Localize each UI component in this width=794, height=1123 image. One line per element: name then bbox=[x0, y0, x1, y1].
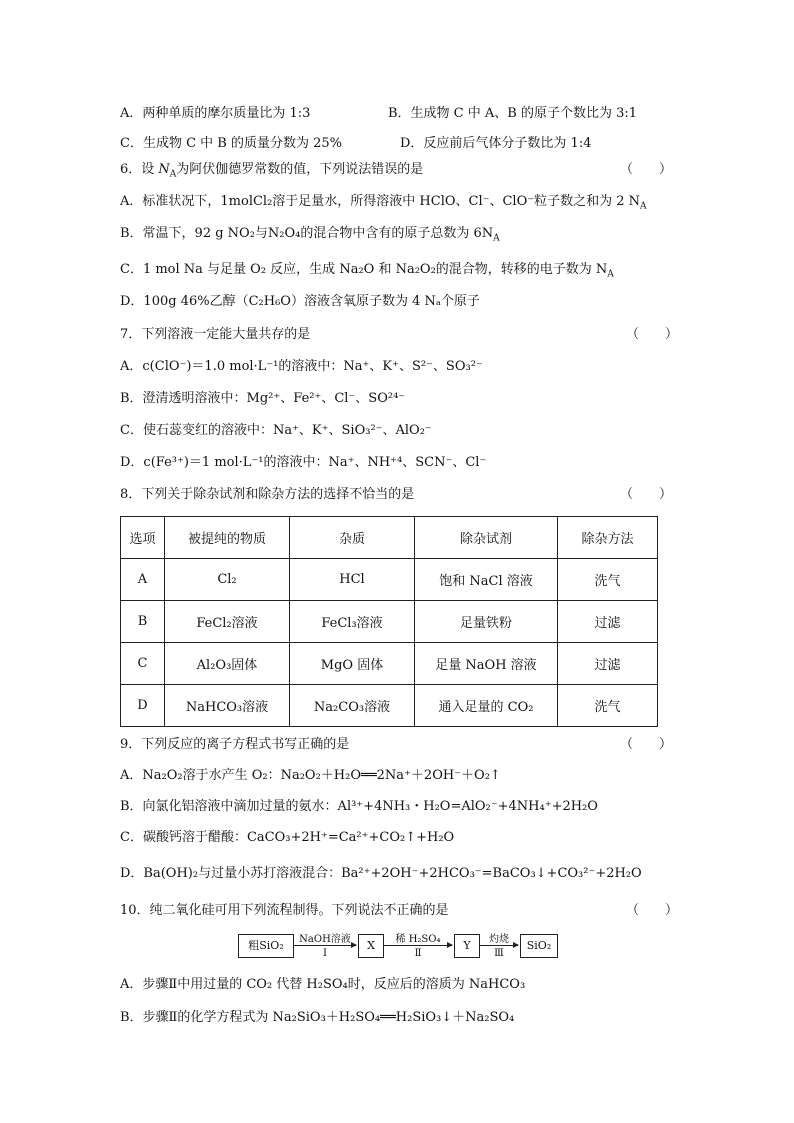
table-cell: 洗气 bbox=[558, 559, 658, 601]
q6-stem-a: A bbox=[169, 169, 177, 180]
table-header-cell: 除杂方法 bbox=[558, 517, 658, 559]
table-row bbox=[121, 685, 658, 727]
q9-stem: 9．下列反应的离子方程式书写正确的是 bbox=[120, 737, 350, 752]
table-cell: 足量铁粉 bbox=[415, 601, 558, 643]
table-row bbox=[121, 601, 658, 643]
table-header-row bbox=[121, 517, 658, 559]
table-cell: FeCl₂溶液 bbox=[165, 601, 290, 643]
q7-option-d: D．c(Fe³⁺)＝1 mol·L⁻¹的溶液中：Na⁺、NH⁺⁴、SCN⁻、Cl⁻ bbox=[120, 455, 487, 470]
q7-option-a: A．c(ClO⁻)＝1.0 mol·L⁻¹的溶液中：Na⁺、K⁺、S²⁻、SO₃²⁻ bbox=[120, 359, 483, 374]
q9-option-c: C．碳酸钙溶于醋酸：CaCO₃+2H⁺=Ca²⁺+CO₂↑+H₂O bbox=[120, 830, 455, 845]
q8-stem: 8．下列关于除杂试剂和除杂方法的选择不恰当的是 bbox=[120, 487, 415, 502]
q9-answer-paren[interactable]: （ ） bbox=[620, 737, 673, 752]
flow-box-crude-sio2: 粗SiO₂ bbox=[238, 934, 294, 958]
q9-option-b: B．向氯化铝溶液中滴加过量的氨水：Al³⁺+4NH₃・H₂O=AlO₂⁻+4NH₄⁺+2H₂O bbox=[120, 799, 598, 814]
q9-option-a: A．Na₂O₂溶于水产生 O₂：Na₂O₂＋H₂O══2Na⁺＋2OH⁻＋O₂↑ bbox=[120, 768, 501, 783]
q6-answer-paren[interactable]: （ ） bbox=[620, 162, 673, 177]
table-cell: C bbox=[121, 643, 165, 685]
table-cell: 过滤 bbox=[558, 601, 658, 643]
flow-box-y: Y bbox=[454, 934, 480, 958]
flow-step2-reagent: 稀 H₂SO₄ bbox=[395, 934, 441, 945]
q10-answer-paren[interactable]: （ ） bbox=[626, 903, 679, 918]
q6-option-c-sub: A bbox=[607, 269, 614, 280]
table-cell: FeCl₃溶液 bbox=[290, 601, 415, 643]
flow-step3-num: Ⅲ bbox=[494, 948, 504, 959]
table-cell: Na₂CO₃溶液 bbox=[290, 685, 415, 727]
table-cell: A bbox=[121, 559, 165, 601]
q6-option-b-text: B．常温下，92 g NO₂与N₂O₄的混合物中含有的原子总数为 6N bbox=[120, 226, 494, 241]
q5-option-a: A．两种单质的摩尔质量比为 1:3 bbox=[120, 106, 311, 121]
q6-option-b-sub: A bbox=[493, 233, 500, 244]
table-header-cell: 被提纯的物质 bbox=[165, 517, 290, 559]
table-cell: 洗气 bbox=[558, 685, 658, 727]
table-cell: 通入足量的 CO₂ bbox=[415, 685, 558, 727]
q9-option-d: D．Ba(OH)₂与过量小苏打溶液混合：Ba²⁺+2OH⁻+2HCO₃⁻=BaCO₃↓+CO₃²⁻+2H₂O bbox=[120, 866, 642, 881]
table-header-cell: 除杂试剂 bbox=[415, 517, 558, 559]
q10-option-b: B．步骤Ⅱ的化学方程式为 Na₂SiO₃＋H₂SO₄══H₂SiO₃↓＋Na₂SO₄ bbox=[120, 1010, 515, 1025]
flow-step2-num: Ⅱ bbox=[414, 948, 422, 959]
table-cell: 饱和 NaCl 溶液 bbox=[415, 559, 558, 601]
q5-option-b: B．生成物 C 中 A、B 的原子个数比为 3:1 bbox=[388, 106, 638, 121]
q7-answer-paren[interactable]: （ ） bbox=[626, 327, 679, 342]
q7-option-b: B．澄清透明溶液中：Mg²⁺、Fe²⁺、Cl⁻、SO²⁴⁻ bbox=[120, 391, 406, 406]
q6-option-a bbox=[120, 194, 647, 210]
q5-option-c: C．生成物 C 中 B 的质量分数为 25% bbox=[120, 136, 343, 151]
q8-options-table bbox=[120, 516, 658, 727]
q6-stem-na: N bbox=[158, 162, 170, 177]
table-cell: B bbox=[121, 601, 165, 643]
q6-option-c bbox=[120, 262, 614, 278]
flow-step3-reagent: 灼烧 bbox=[489, 934, 509, 945]
q7-option-c: C．使石蕊变红的溶液中：Na⁺、K⁺、SiO₃²⁻、AlO₂⁻ bbox=[120, 423, 432, 438]
flow-box-x: X bbox=[358, 934, 384, 958]
q10-option-a: A．步骤Ⅱ中用过量的 CO₂ 代替 H₂SO₄时，反应后的溶质为 NaHCO₃ bbox=[120, 977, 526, 992]
table-row bbox=[121, 643, 658, 685]
flow-arrow-1 bbox=[294, 945, 356, 946]
table-cell: NaHCO₃溶液 bbox=[165, 685, 290, 727]
table-cell: 足量 NaOH 溶液 bbox=[415, 643, 558, 685]
q7-stem: 7．下列溶液一定能大量共存的是 bbox=[120, 327, 311, 342]
q8-answer-paren[interactable]: （ ） bbox=[620, 487, 673, 502]
q6-stem-pre: 6．设 bbox=[120, 162, 159, 177]
q10-flow-diagram bbox=[238, 930, 558, 960]
table-cell: HCl bbox=[290, 559, 415, 601]
table-cell: D bbox=[121, 685, 165, 727]
q6-option-a-sub: A bbox=[640, 201, 647, 212]
flow-box-sio2: SiO₂ bbox=[520, 934, 558, 958]
q6-option-c-text: C．1 mol Na 与足量 O₂ 反应，生成 Na₂O 和 Na₂O₂的混合物，转移的电子数为 N bbox=[120, 262, 608, 277]
q6-option-b bbox=[120, 226, 500, 242]
flow-step1-num: Ⅰ bbox=[323, 948, 327, 959]
flow-arrow-2 bbox=[384, 945, 452, 946]
table-row bbox=[121, 559, 658, 601]
table-cell: Cl₂ bbox=[165, 559, 290, 601]
table-cell: 过滤 bbox=[558, 643, 658, 685]
q10-stem: 10．纯二氧化硅可用下列流程制得。下列说法不正确的是 bbox=[120, 903, 449, 918]
table-header-cell: 选项 bbox=[121, 517, 165, 559]
q6-stem bbox=[120, 162, 423, 178]
q6-stem-post: 为阿伏伽德罗常数的值，下列说法错误的是 bbox=[176, 162, 424, 177]
table-cell: MgO 固体 bbox=[290, 643, 415, 685]
flow-arrow-3 bbox=[480, 945, 518, 946]
q5-option-d: D．反应前后气体分子数比为 1:4 bbox=[400, 136, 592, 151]
table-cell: Al₂O₃固体 bbox=[165, 643, 290, 685]
q6-option-d: D．100g 46%乙醇（C₂H₆O）溶液含氧原子数为 4 Nₐ个原子 bbox=[120, 294, 480, 309]
q6-option-a-text: A．标准状况下，1molCl₂溶于足量水，所得溶液中 HClO、Cl⁻、ClO⁻粒子数之和为 2 N bbox=[120, 194, 641, 209]
table-header-cell: 杂质 bbox=[290, 517, 415, 559]
flow-step1-reagent: NaOH溶液 bbox=[299, 934, 351, 945]
